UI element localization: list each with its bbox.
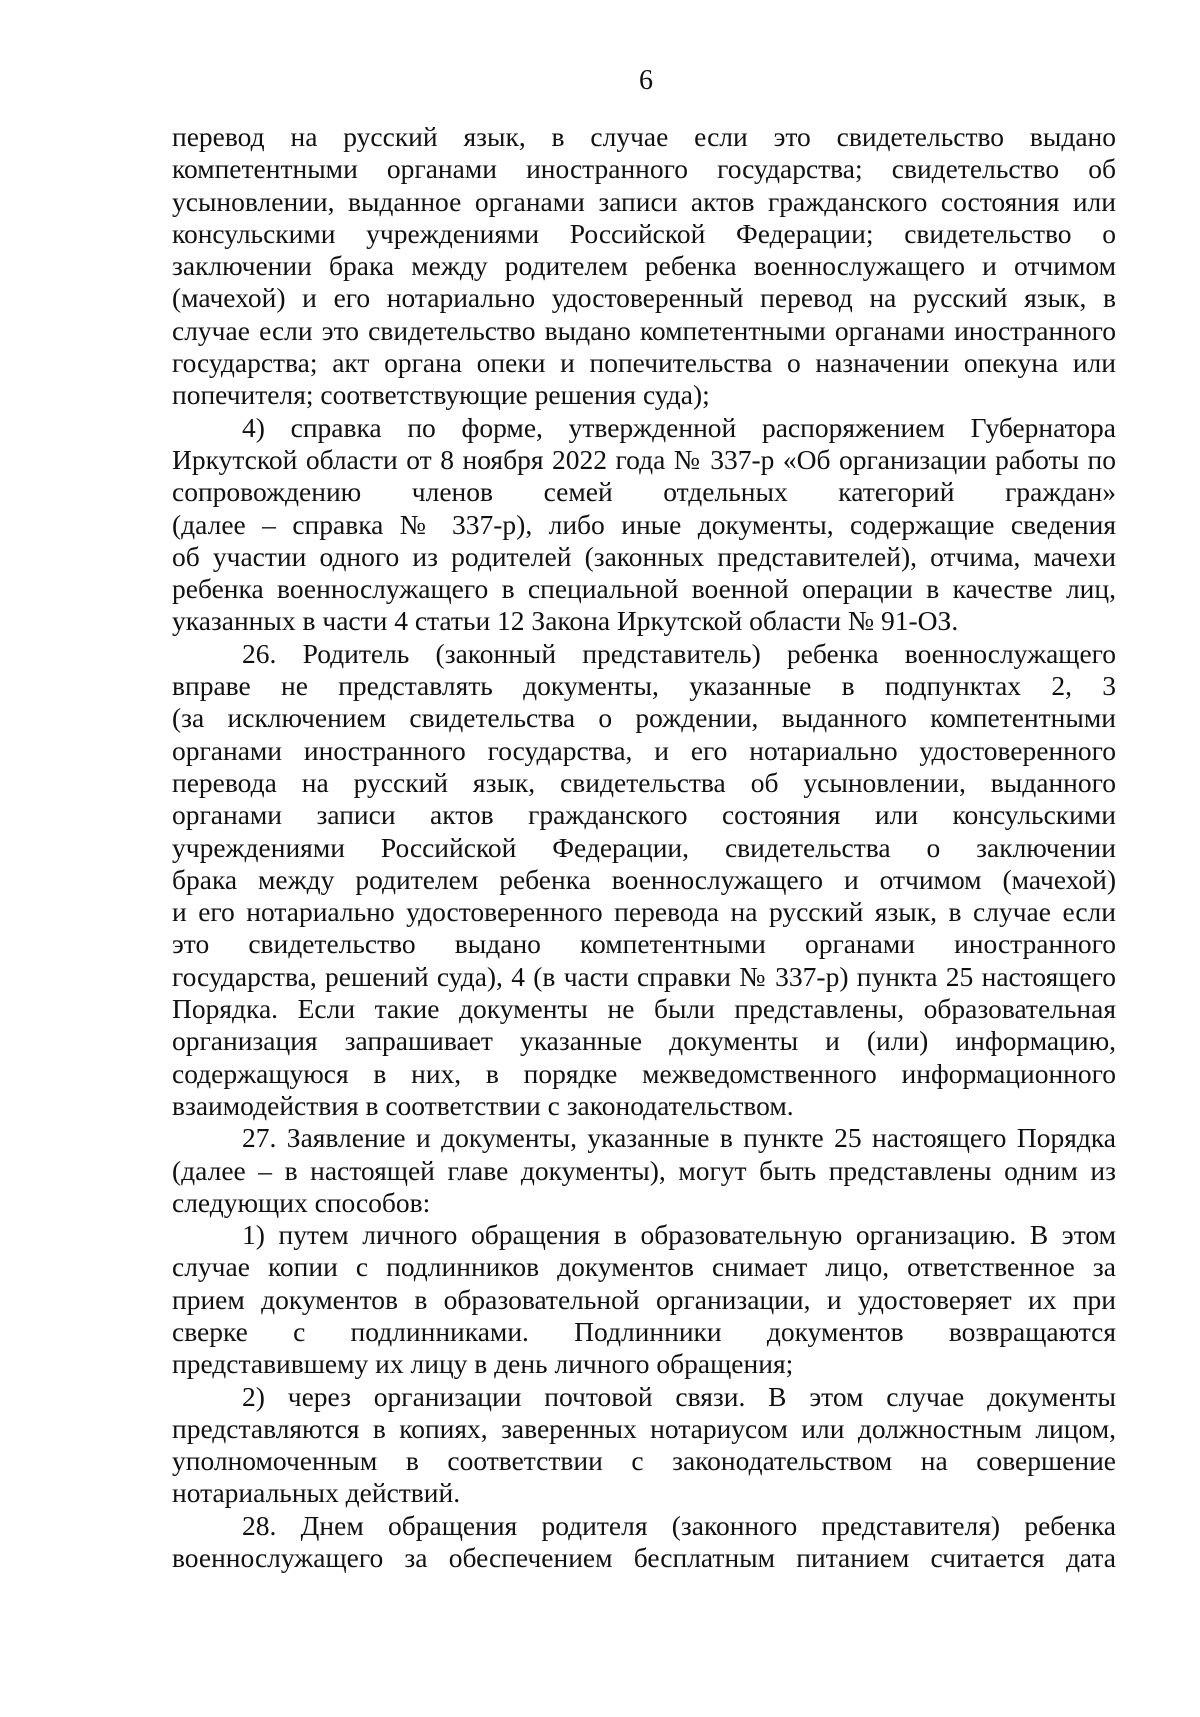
text-line: 4) справка по форме, утвержденной распоряжением Губернатора — [242, 411, 1116, 443]
paragraph-clause-28 — [172, 1510, 1116, 1575]
text-line: перевода на русский язык, свидетельства об усыновлении, выданного — [172, 766, 1116, 798]
text-line: попечителя; соответствующие решения суда); — [172, 379, 710, 411]
text-line: государства; акт органа опеки и попечительства о назначении опекуна или — [172, 347, 1116, 379]
text-line: указанных в части 4 статьи 12 Закона Иркутской области № 91-ОЗ. — [172, 605, 959, 637]
text-line: представившему их лицу в день личного обращения; — [172, 1348, 794, 1380]
paragraph-item-2 — [172, 1381, 1116, 1510]
page-number: 6 — [639, 65, 653, 96]
text-line: об участии одного из родителей (законных представителей), отчима, мачехи — [172, 540, 1116, 572]
text-line: 28. Днем обращения родителя (законного представителя) ребенка — [242, 1509, 1116, 1541]
text-line: органами иностранного государства, и его нотариально удостоверенного — [172, 734, 1116, 766]
text-line: сопровождению членов семей отдельных категорий граждан» — [172, 476, 1116, 508]
text-line: (мачехой) и его нотариально удостоверенный перевод на русский язык, в — [172, 282, 1116, 314]
text-line: случае если это свидетельство выдано компетентными органами иностранного — [172, 314, 1116, 346]
text-line: (далее – справка № 337-р), либо иные документы, содержащие сведения — [172, 508, 1116, 540]
text-line: представляются в копиях, заверенных нотариусом или должностным лицом, — [172, 1412, 1116, 1444]
text-line: 2) через организации почтовой связи. В этом случае документы — [242, 1380, 1116, 1412]
text-line: (за исключением свидетельства о рождении, выданного компетентными — [172, 702, 1116, 734]
text-line: взаимодействия в соответствии с законодательством. — [172, 1089, 794, 1121]
paragraph-continuation — [172, 121, 1116, 412]
text-line: военнослужащего за обеспечением бесплатным питанием считается дата — [172, 1542, 1116, 1574]
text-line: сверке с подлинниками. Подлинники документов возвращаются — [172, 1315, 1116, 1347]
text-line: Иркутской области от 8 ноября 2022 года № 337-р «Об организации работы по — [172, 443, 1116, 475]
text-line: органами записи актов гражданского состояния или консульскими — [172, 799, 1116, 831]
text-line: уполномоченным в соответствии с законодательством на совершение — [172, 1445, 1116, 1477]
text-line: следующих способов: — [172, 1186, 431, 1218]
text-line: государства, решений суда), 4 (в части справки № 337-р) пункта 25 настоящего — [172, 960, 1116, 992]
text-line: 26. Родитель (законный представитель) ребенка военнослужащего — [242, 637, 1116, 669]
text-line: 1) путем личного обращения в образовательную организацию. В этом — [242, 1219, 1116, 1251]
text-line: Порядка. Если такие документы не были представлены, образовательная — [172, 993, 1116, 1025]
text-line: брака между родителем ребенка военнослужащего и отчимом (мачехой) — [172, 863, 1116, 895]
text-line: организация запрашивает указанные документы и (или) информацию, — [172, 1025, 1116, 1057]
text-line: вправе не представлять документы, указанные в подпунктах 2, 3 — [172, 670, 1116, 702]
text-line: учреждениями Российской Федерации, свидетельства о заключении — [172, 831, 1116, 863]
text-line: случае копии с подлинников документов снимает лицо, ответственное за — [172, 1251, 1116, 1283]
text-line: это свидетельство выдано компетентными органами иностранного — [172, 928, 1116, 960]
text-line: (далее – в настоящей главе документы), могут быть представлены одним из — [172, 1154, 1116, 1186]
text-line: 27. Заявление и документы, указанные в пункте 25 настоящего Порядка — [242, 1122, 1116, 1154]
paragraph-clause-26 — [172, 638, 1116, 1122]
text-line: содержащуюся в них, в порядке межведомственного информационного — [172, 1057, 1116, 1089]
text-line: и его нотариально удостоверенного перевода на русский язык, в случае если — [172, 896, 1116, 928]
paragraph-item-4 — [172, 412, 1116, 638]
text-line: нотариальных действий. — [172, 1477, 461, 1509]
text-line: усыновлении, выданное органами записи актов гражданского состояния или — [172, 185, 1116, 217]
paragraph-clause-27 — [172, 1122, 1116, 1219]
paragraph-item-1 — [172, 1219, 1116, 1380]
text-line: прием документов в образовательной организации, и удостоверяет их при — [172, 1283, 1116, 1315]
text-line: компетентными органами иностранного государства; свидетельство об — [172, 153, 1116, 185]
text-line: ребенка военнослужащего в специальной военной операции в качестве лиц, — [172, 573, 1116, 605]
text-line: заключении брака между родителем ребенка военнослужащего и отчимом — [172, 250, 1116, 282]
document-body — [172, 121, 1116, 1574]
text-line: консульскими учреждениями Российской Федерации; свидетельство о — [172, 217, 1116, 249]
text-line: перевод на русский язык, в случае если это свидетельство выдано — [172, 121, 1116, 152]
